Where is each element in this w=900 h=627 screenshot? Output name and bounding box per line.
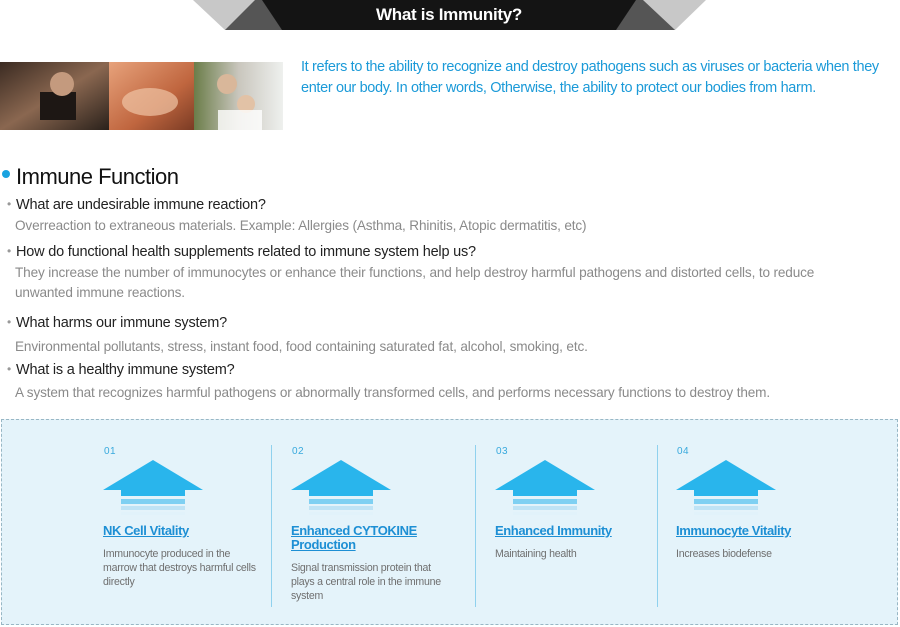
header-banner: [0, 0, 900, 30]
answer: Overreaction to extraneous materials. Example: Allergies (Asthma, Rhinitis, Atopic dermatitis, etc): [15, 218, 587, 233]
benefit-cytokine: [291, 446, 461, 603]
question: [7, 242, 887, 262]
benefit-title: Enhanced CYTOKINE Production: [291, 523, 417, 552]
benefit-immunocyte: [676, 446, 826, 561]
benefit-description: Signal transmission protein that plays a central role in the immune system: [291, 562, 441, 602]
question-text: How do functional health supplements related to immune system help us?: [16, 244, 476, 260]
up-arrow-icon: [495, 460, 595, 518]
question: [7, 313, 887, 333]
section-bullet-icon: [2, 170, 10, 178]
benefit-description: Increases biodefense: [676, 548, 772, 560]
question-text: What harms our immune system?: [16, 315, 227, 331]
up-arrow-icon: [676, 460, 776, 518]
intro-description: It refers to the ability to recognize and destroy pathogens such as viruses or bacteria when they enter our body. In other words, Otherwise, the ability to protect our bodies from harm.: [301, 59, 879, 96]
divider: [475, 445, 476, 607]
benefit-number: 02: [292, 446, 305, 457]
qa-item: [7, 195, 887, 236]
divider: [657, 445, 658, 607]
answer: They increase the number of immunocytes or enhance their functions, and help destroy harmful pathogens and distorted cells, to reduce unwanted immune reactions.: [15, 265, 815, 300]
benefit-description: Immunocyte produced in the marrow that destroys harmful cells directly: [103, 548, 256, 588]
benefit-number: 04: [677, 446, 690, 457]
bullet-icon: •: [7, 197, 12, 211]
up-arrow-icon: [291, 460, 391, 518]
question-text: What is a healthy immune system?: [16, 362, 235, 378]
question: [7, 195, 887, 215]
question: [7, 360, 887, 380]
answer: Environmental pollutants, stress, instant food, food containing saturated fat, alcohol, smoking, etc.: [15, 339, 588, 354]
qa-item: [7, 360, 887, 403]
qa-item: [7, 242, 887, 303]
benefit-description: Maintaining health: [495, 548, 577, 560]
bullet-icon: •: [7, 315, 12, 329]
bullet-icon: •: [7, 244, 12, 258]
benefit-title: NK Cell Vitality: [103, 523, 189, 538]
section-title: Immune Function: [16, 164, 179, 189]
benefit-immunity: [495, 446, 645, 561]
benefit-nk-cell: [103, 446, 263, 589]
benefit-title: Enhanced Immunity: [495, 523, 612, 538]
benefit-number: 01: [104, 446, 117, 457]
benefit-title: Immunocyte Vitality: [676, 523, 791, 538]
divider: [271, 445, 272, 607]
up-arrow-icon: [103, 460, 203, 518]
benefit-number: 03: [496, 446, 509, 457]
question-text: What are undesirable immune reaction?: [16, 197, 266, 213]
qa-item: [7, 313, 887, 357]
answer: A system that recognizes harmful pathogens or abnormally transformed cells, and performs necessary functions to destroy them.: [15, 385, 770, 400]
bullet-icon: •: [7, 362, 12, 376]
page-title: What is Immunity?: [375, 5, 523, 24]
intro-photo: [0, 62, 283, 130]
